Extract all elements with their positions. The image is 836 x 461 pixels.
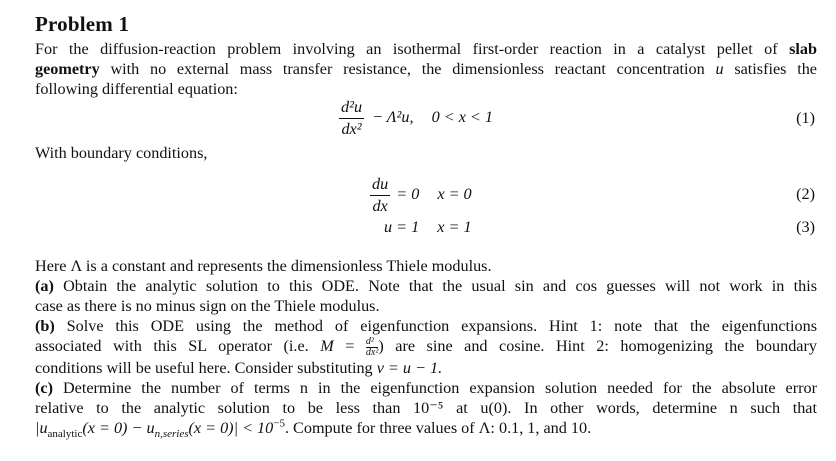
operator-fraction: $\frac{\text{d²}}{\text{dx²}}$ xyxy=(365,335,379,358)
part-b-line-2: associated with this SL operator (i.e. $M = \frac{\text{d²}}{\text{dx²}}$) are sine and cosine. Hint 2: homogenizing the boundary xyxy=(35,335,817,358)
geometry-bold: geometry xyxy=(35,60,100,78)
intro-line-2: geometry with no external mass transfer resistance, the dimensionless reactant concentration u satisfies the xyxy=(35,60,817,78)
part-c-line-1: (c) Determine the number of terms n in the eigenfunction expansion solution needed for the absolute error xyxy=(35,378,817,397)
slab-bold: slab xyxy=(789,40,817,58)
intro-paragraph xyxy=(35,39,817,99)
eq1-fraction: $\frac{\text{d²u}}{\text{dx²}}$ xyxy=(341,98,363,138)
part-c-line-2: relative to the analytic solution to be less than 10⁻⁵ at u(0). In other words, determine n such that xyxy=(35,398,817,417)
body-paragraph xyxy=(35,256,817,441)
equation-2: $\frac{du}{dx}$ = 0 x = 0 xyxy=(372,175,472,215)
eq2-fraction: $\frac{du}{dx}$ xyxy=(372,175,389,215)
equation-3: u = 1 x = 1 xyxy=(384,218,472,236)
thiele-line: Here Λ is a constant and represents the dimensionless Thiele modulus. xyxy=(35,257,492,275)
part-b-line-1: (b) Solve this ODE using the method of eigenfunction expansions. Hint 1: note that the eigenfunctions xyxy=(35,317,817,335)
problem-title: Problem 1 xyxy=(35,12,130,36)
part-c-line-3: $|u_{analytic}(x = 0) - u_{n,series}(x = 0)| < 10^{-5}$. Compute for three values of Λ: 0.1, 1, and 10. xyxy=(35,417,592,441)
eq3-number: (3) xyxy=(796,218,815,236)
part-b-line-3: conditions will be useful here. Consider substituting v = u − 1. xyxy=(35,358,443,377)
part-a-line-2: case as there is no minus sign on the Thiele modulus. xyxy=(35,297,380,315)
intro-line-3: following differential equation: xyxy=(35,80,238,98)
part-c-label: (c) xyxy=(35,378,53,397)
equation-1: $\frac{\text{d²u}}{\text{dx²}}$ − Λ²u, 0 < x < 1 xyxy=(341,98,494,138)
eq1-number: (1) xyxy=(796,109,815,127)
part-a-label: (a) xyxy=(35,277,54,295)
part-a-line-1: (a) Obtain the analytic solution to this ODE. Note that the usual sin and cos guesses will not work in this xyxy=(35,277,817,295)
bc-intro: With boundary conditions, xyxy=(35,144,208,162)
part-b-label: (b) xyxy=(35,317,55,335)
intro-line-1: For the diffusion-reaction problem involving an isothermal first-order reaction in a catalyst pellet of slab xyxy=(35,40,817,58)
eq2-number: (2) xyxy=(796,185,815,203)
